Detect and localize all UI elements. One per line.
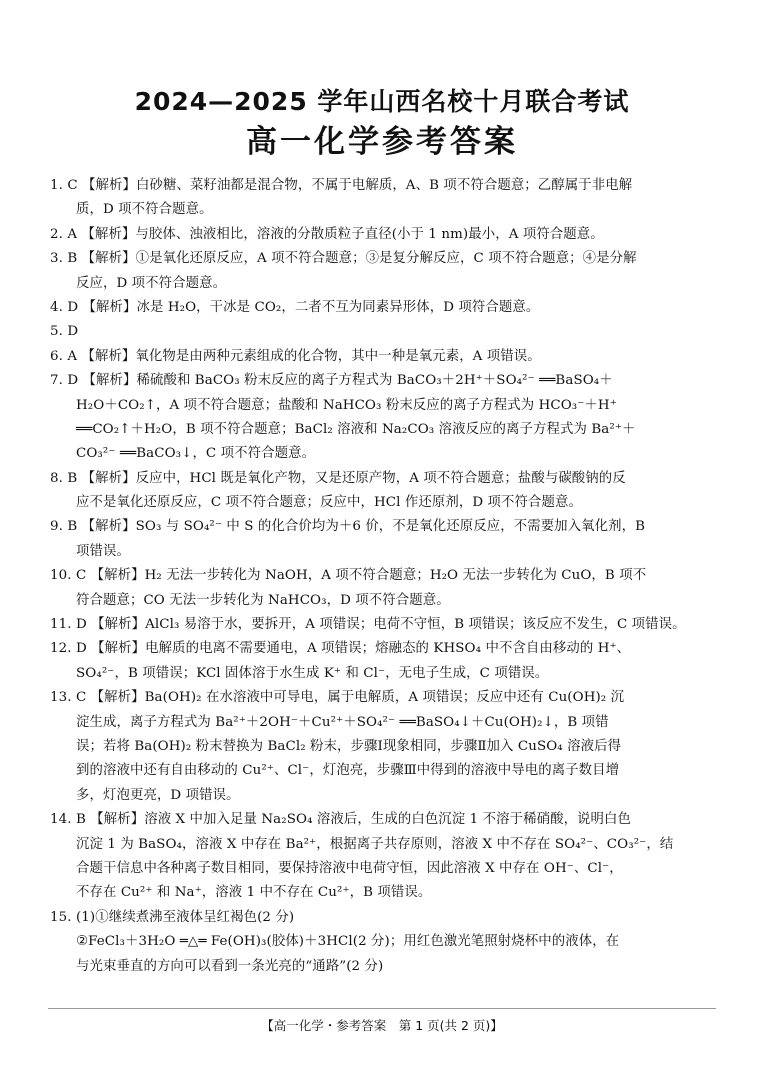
answer-line: H₂O＋CO₂↑，A 项不符合题意；盐酸和 NaHCO₃ 粉末反应的离子方程式为 HCO₃⁻＋H⁺ <box>76 397 617 413</box>
answer-line: 6. A 【解析】氧化物是由两种元素组成的化合物，其中一种是氧元素，A 项错误。 <box>50 348 541 364</box>
answer-line: 12. D 【解析】电解质的电离不需要通电，A 项错误；熔融态的 KHSO₄ 中不含自由移动的 H⁺、 <box>50 641 631 657</box>
answer-line: 4. D 【解析】冰是 H₂O，干冰是 CO₂，二者不互为同素异形体，D 项符合题意。 <box>50 299 540 315</box>
answer-line: 合题干信息中各种离子数目相同，要保持溶液中电荷守恒，因此溶液 X 中存在 OH⁻、Cl⁻， <box>76 860 623 876</box>
answer-line: 与光束垂直的方向可以看到一条光亮的“通路”(2 分) <box>76 958 384 974</box>
answer-line: 不存在 Cu²⁺ 和 Na⁺，溶液 1 中不存在 Cu²⁺，B 项错误。 <box>76 885 432 901</box>
answer-line: 8. B 【解析】反应中，HCl 既是氧化产物，又是还原产物，A 项不符合题意；盐酸与碳酸钠的反 <box>50 470 626 486</box>
answer-line: 1. C 【解析】白砂糖、菜籽油都是混合物，不属于电解质，A、B 项不符合题意；乙醇属于非电解 <box>50 178 633 193</box>
answer-line: 13. C 【解析】Ba(OH)₂ 在水溶液中可导电，属于电解质，A 项错误；反应中还有 Cu(OH)₂ 沉 <box>50 690 625 706</box>
answer-line: SO₄²⁻，B 项错误；KCl 固体溶于水生成 K⁺ 和 Cl⁻，无电子生成，C 项错误。 <box>76 665 549 681</box>
answer-line: 多，灯泡更亮，D 项错误。 <box>76 787 240 803</box>
answer-line: 10. C 【解析】H₂ 无法一步转化为 NaOH，A 项不符合题意；H₂O 无法一步转化为 CuO，B 项不 <box>50 568 647 584</box>
answer-line: 符合题意；CO 无法一步转化为 NaHCO₃，D 项不符合题意。 <box>76 592 450 608</box>
answer-line: 9. B 【解析】SO₃ 与 SO₄²⁻ 中 S 的化合价均为＋6 价，不是氧化还原反应，不需要加入氧化剂，B <box>50 519 646 535</box>
page-footer: 【高一化学・参考答案 第 1 页(共 2 页)】 <box>261 1018 503 1033</box>
answer-line: 7. D 【解析】稀硫酸和 BaCO₃ 粉末反应的离子方程式为 BaCO₃＋2H⁺＋SO₄²⁻ ══BaSO₄＋ <box>50 373 613 389</box>
answer-line: 2. A 【解析】与胶体、浊液相比，溶液的分散质粒子直径(小于 1 nm)最小，A 项符合题意。 <box>50 226 604 242</box>
answer-line: ②FeCl₃＋3H₂O ═△═ Fe(OH)₃(胶体)＋3HCl(2 分)；用红色激光笔照射烧杯中的液体，在 <box>76 934 620 950</box>
answer-line: 淀生成，离子方程式为 Ba²⁺＋2OH⁻＋Cu²⁺＋SO₄²⁻ ══BaSO₄↓＋Cu(OH)₂↓，B 项错 <box>76 714 609 730</box>
footer-divider <box>48 1008 716 1009</box>
answer-line: CO₃²⁻ ══BaCO₃↓，C 项不符合题意。 <box>76 446 316 462</box>
answer-line: 反应，D 项不符合题意。 <box>76 275 227 291</box>
answer-line: 误；若将 Ba(OH)₂ 粉末替换为 BaCl₂ 粉末，步骤Ⅰ现象相同，步骤Ⅱ加入 CuSO₄ 溶液后得 <box>76 738 622 754</box>
answer-line: 沉淀 1 为 BaSO₄，溶液 X 中存在 Ba²⁺，根据离子共存原则，溶液 X 中不存在 SO₄²⁻、CO₃²⁻，结 <box>76 836 674 852</box>
answer-line: 14. B 【解析】溶液 X 中加入足量 Na₂SO₄ 溶液后，生成的白色沉淀 1 不溶于稀硝酸，说明白色 <box>50 812 632 828</box>
answer-body <box>50 174 722 979</box>
answer-line: 11. D 【解析】AlCl₃ 易溶于水，要拆开，A 项错误；电荷不守恒，B 项错误；该反应不发生，C 项错误。 <box>50 617 686 633</box>
answer-line: ══CO₂↑＋H₂O，B 项不符合题意；BaCl₂ 溶液和 Na₂CO₃ 溶液反应的离子方程式为 Ba²⁺＋ <box>76 421 636 437</box>
exam-title: 2024—2025 学年山西名校十月联合考试 <box>134 87 630 116</box>
answer-line: 项错误。 <box>76 543 130 559</box>
answer-line: 3. B 【解析】①是氧化还原反应，A 项不符合题意；③是复分解反应，C 项不符合题意；④是分解 <box>50 251 637 267</box>
answer-line: 15. (1)①继续煮沸至液体呈红褐色(2 分) <box>50 909 295 925</box>
answer-line: 到的溶液中还有自由移动的 Cu²⁺、Cl⁻，灯泡亮，步骤Ⅲ中得到的溶液中导电的离子数目增 <box>76 763 620 779</box>
answer-line: 5. D <box>50 324 79 340</box>
answer-key-title: 高一化学参考答案 <box>246 124 518 160</box>
answer-line: 质，D 项不符合题意。 <box>76 202 213 218</box>
answer-line: 应不是氧化还原反应，C 项不符合题意；反应中，HCl 作还原剂，D 项不符合题意。 <box>76 495 582 511</box>
